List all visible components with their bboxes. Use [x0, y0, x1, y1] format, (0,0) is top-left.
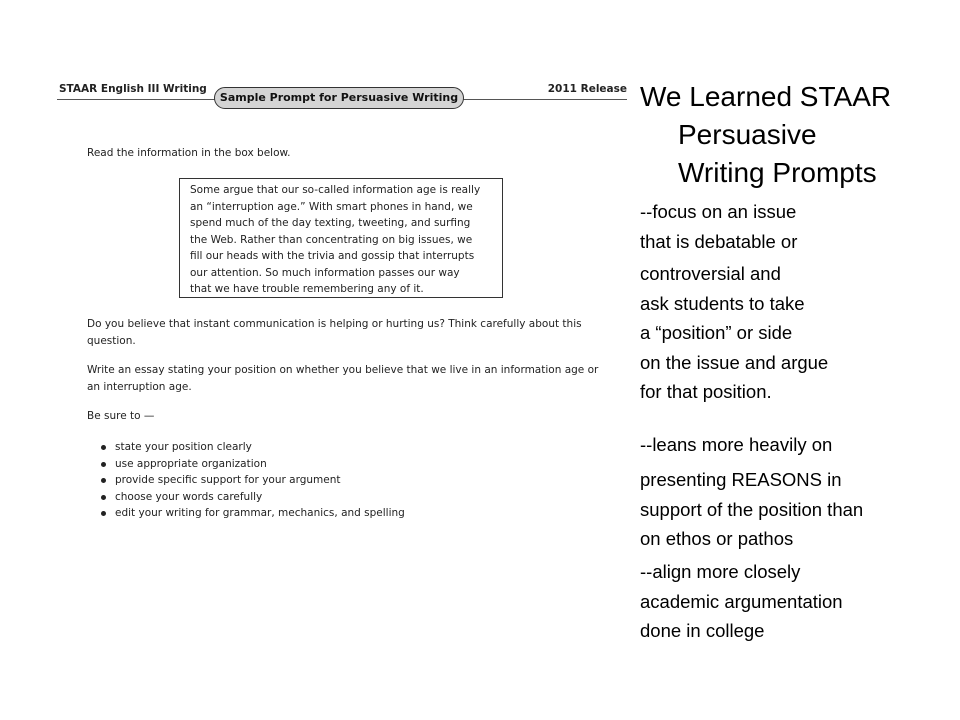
slide-note-line: controversial and [640, 263, 781, 284]
sample-prompt-document [57, 78, 627, 548]
slide-note-leans [640, 430, 940, 460]
intro-text: Read the information in the box below. [87, 147, 291, 159]
passage-box [179, 178, 503, 298]
checklist-item: state your position clearly [99, 439, 405, 456]
slide-note-line: --align more closely [640, 561, 801, 582]
slide-title-line: We Learned STAAR [640, 81, 892, 112]
header-rule-right [452, 99, 627, 100]
slide-note-align [640, 557, 940, 646]
passage-line: the Web. Rather than concentrating on big issues, we [190, 233, 473, 246]
slide-note-reasons [640, 465, 940, 554]
slide-note-line: a “position” or side [640, 322, 793, 343]
slide-note-line: for that position. [640, 381, 772, 402]
slide-note-position [640, 259, 940, 407]
prompt-question: Do you believe that instant communication is helping or hurting us? Think carefully about this question. [87, 318, 582, 347]
slide-note-line: that is debatable or [640, 230, 798, 252]
checklist [99, 439, 405, 522]
checklist-item: use appropriate organization [99, 456, 405, 473]
slide-note-line: done in college [640, 620, 765, 641]
passage-line: an “interruption age.” With smart phones in hand, we [190, 200, 473, 213]
slide-note-line: on the issue and argue [640, 351, 829, 373]
header-test-name: STAAR English III Writing [59, 83, 207, 95]
prompt-task: Write an essay stating your position on whether you believe that we live in an information age or an interruption age. [87, 364, 599, 393]
slide-note-line: academic argumentation [640, 590, 843, 612]
document-header [57, 78, 627, 112]
header-rule-left [57, 99, 237, 100]
passage-line: fill our heads with the trivia and gossip that interrupts [190, 250, 475, 262]
slide-note-line: ask students to take [640, 292, 805, 314]
slide-note-line: --leans more heavily on [640, 434, 833, 455]
header-prompt-title: Sample Prompt for Persuasive Writing [214, 87, 464, 109]
checklist-item: choose your words carefully [99, 489, 405, 506]
slide-note-line: --focus on an issue [640, 201, 797, 222]
slide-note-focus [640, 197, 940, 256]
slide-note-line: support of the position than [640, 498, 864, 520]
slide-note-line: on ethos or pathos [640, 528, 794, 549]
slide-note-line: presenting REASONS in [640, 469, 842, 490]
header-release: 2011 Release [547, 83, 627, 95]
passage-line: spend much of the day texting, tweeting, and surfing [190, 217, 471, 229]
slide-title-line: Writing Prompts [678, 157, 877, 188]
be-sure-heading: Be sure to — [87, 410, 155, 422]
passage-line: that we have trouble remembering any of it. [190, 283, 424, 295]
slide-title-line: Persuasive [678, 119, 817, 150]
checklist-item: edit your writing for grammar, mechanics, and spelling [99, 505, 405, 522]
passage-line: Some argue that our so-called information age is really [190, 184, 481, 196]
slide-title [640, 78, 940, 192]
passage-line: our attention. So much information passes our way [190, 266, 460, 279]
checklist-item: provide specific support for your argument [99, 472, 405, 489]
